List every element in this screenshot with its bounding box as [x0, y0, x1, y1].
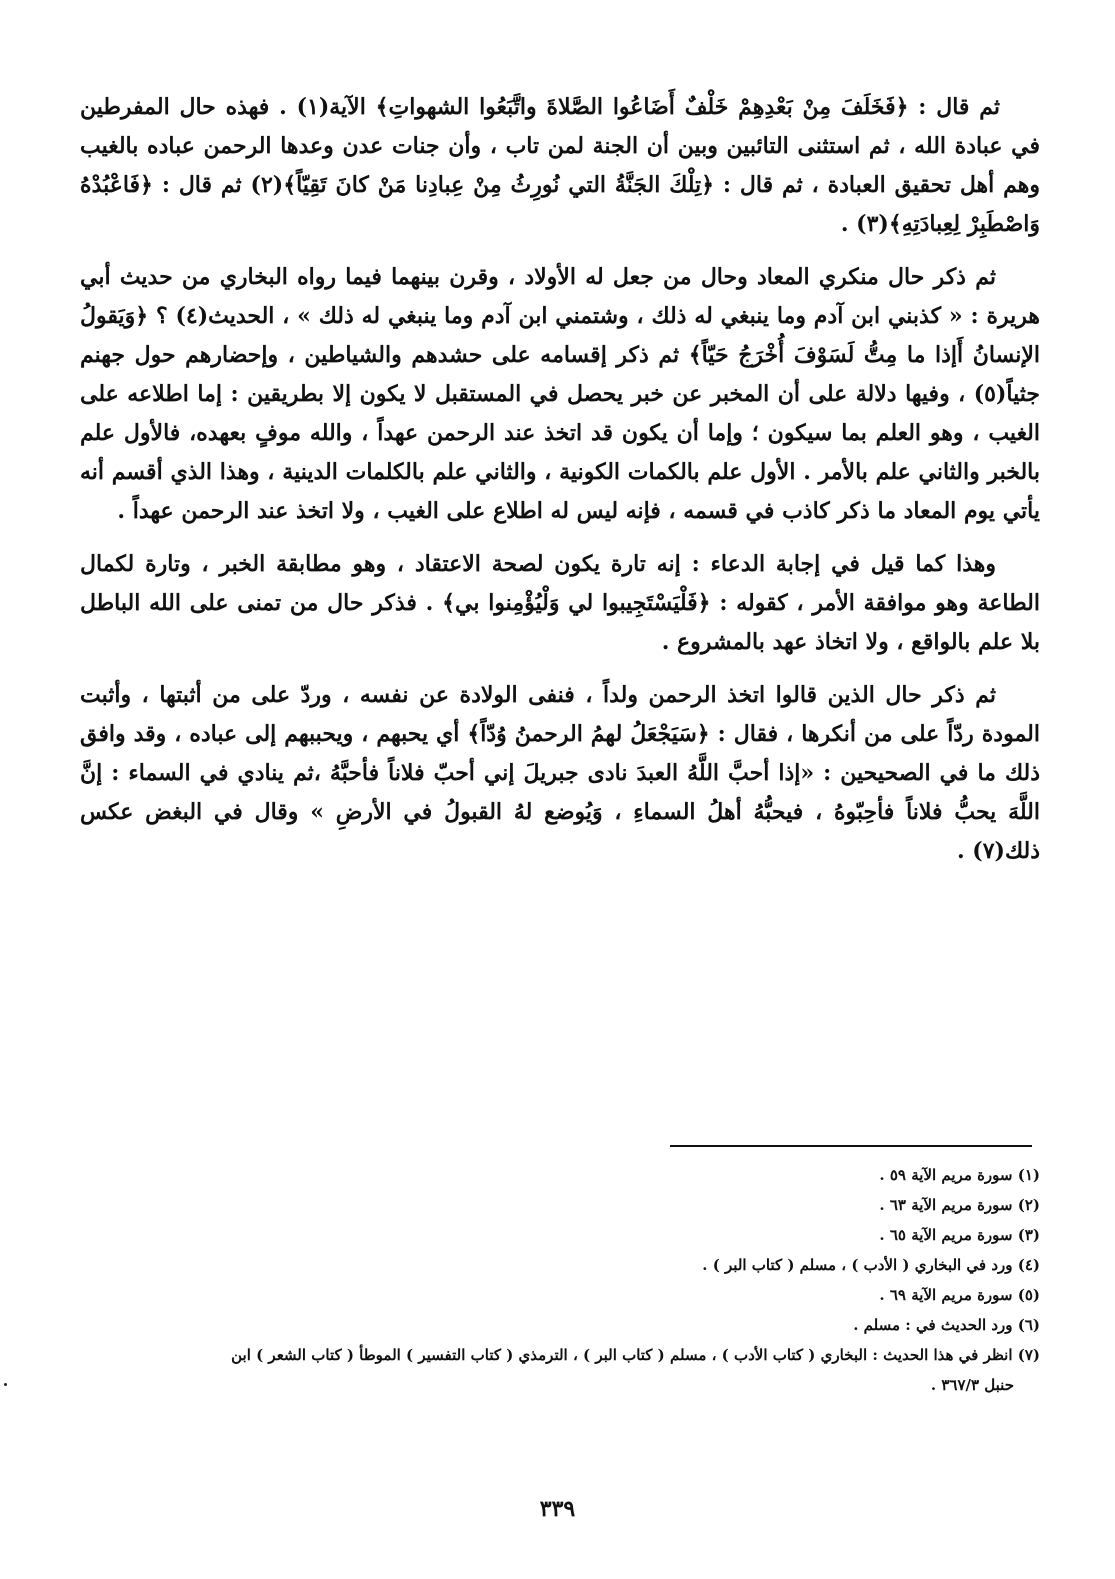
page-body	[80, 88, 1040, 885]
footnote: (١) سورة مريم الآية ٥٩ .	[879, 1166, 1040, 1184]
paragraph: ثم قال : ﴿فَخَلَفَ مِنْ بَعْدِهِمْ خَلْفٌ أَضَاعُوا الصَّلاةَ واتَّبَعُوا الشهواتِ﴾ الآية(١) . فهذه حال المفرطين في عبادة الله ، ثم استثنى التائبين وبين أن الجنة لمن تاب ، وأن جنات عدن وعدها الرحمن عباده بالغيب وهم أهل تحقيق العبادة ، ثم قال : ﴿تِلْكَ الجَنَّةُ التي نُورِثُ مِنْ عِبادِنا مَنْ كانَ تَقِيّاً﴾(٢) ثم قال : ﴿فَاعْبُدْهُ وَاصْطَبِرْ لِعِبادَتِهِ﴾(٣) .	[80, 94, 1041, 237]
footnote: (٤) ورد في البخاري ( الأدب ) ، مسلم ( كتاب البر ) .	[702, 1256, 1040, 1274]
paragraph: ثم ذكر حال الذين قالوا اتخذ الرحمن ولداً ، فنفى الولادة عن نفسه ، وردّ على من أثبتها ، وأثبت المودة ردّاً على من أنكرها ، فقال : ﴿سَيَجْعَلُ لهمُ الرحمنُ وُدّاً﴾ أي يحبهم ، ويحببهم إلى عباده ، وقد وافق ذلك ما في الصحيحين : «إذا أحبَّ اللَّهُ العبدَ نادى جبريلَ إني أحبّ فلاناً فأحبَّهُ ،ثم ينادي في السماء : إنَّ اللَّهَ يحبُّ فلاناً فأحِبّوهُ ، فيحبُّهُ أهلُ السماءِ ، وَيُوضع لهُ القبولُ في الأرضِ » وقال في البغض عكس ذلك(٧) .	[80, 682, 1040, 864]
paragraph: وهذا كما قيل في إجابة الدعاء : إنه تارة يكون لصحة الاعتقاد ، وهو مطابقة الخبر ، وتارة لكمال الطاعة وهو موافقة الأمر ، كقوله : ﴿فَلْيَسْتَجِيبوا لي وَلْيُؤْمِنوا بي﴾ . فذكر حال من تمنى على الله الباطل بلا علم بالواقع ، ولا اتخاذ عهد بالمشروع .	[80, 551, 1040, 655]
footnote: (٦) ورد الحديث في : مسلم .	[853, 1316, 1040, 1334]
footnote: (٢) سورة مريم الآية ٦٣ .	[879, 1196, 1040, 1214]
footnote-continuation: حنبل ٣٦٧/٣ .	[930, 1376, 1014, 1394]
footnote: (٥) سورة مريم الآية ٦٩ .	[879, 1286, 1040, 1304]
main-text	[80, 88, 1040, 871]
footnote: (٣) سورة مريم الآية ٦٥ .	[879, 1226, 1040, 1244]
footnotes	[80, 1160, 1040, 1400]
paragraph: ثم ذكر حال منكري المعاد وحال من جعل له الأولاد ، وقرن بينهما فيما رواه البخاري من حديث أبي هريرة : « كذبني ابن آدم وما ينبغي له ذلك ، وشتمني ابن آدم وما ينبغي له ذلك » ، الحديث(٤) ؟ ﴿وَيَقولُ الإنسانُ أَإذا ما مِتُّ لَسَوْفَ أُخْرَجُ حَيّاً﴾ ثم ذكر إقسامه على حشدهم والشياطين ، وإحضارهم حول جهنم جثياً(٥) ، وفيها دلالة على أن المخبر عن خبر يحصل في المستقبل لا يكون إلا بطريقين : إما اطلاعه على الغيب ، وهو العلم بما سيكون ؛ وإما أن يكون قد اتخذ عند الرحمن عهداً ، والله موفٍ بعهده، فالأول علم بالخبر والثاني علم بالأمر . الأول علم بالكمات الكونية ، والثاني علم بالكلمات الدينية ، وهذا الذي أقسم أنه يأتي يوم المعاد ما ذكر كاذب في قسمه ، فإنه ليس له اطلاع على الغيب ، ولا اتخذ عند الرحمن عهداً .	[80, 264, 1040, 524]
scan-speck	[4, 1383, 7, 1386]
footnote-divider	[670, 1145, 1032, 1147]
page-number: ٣٣٩	[539, 1496, 576, 1522]
footnote: (٧) انظر في هذا الحديث : البخاري ( كتاب الأدب ) ، مسلم ( كتاب البر ) ، الترمذي ( كتاب التفسير ) الموطأ ( كتاب الشعر ) ابن	[231, 1346, 1040, 1364]
